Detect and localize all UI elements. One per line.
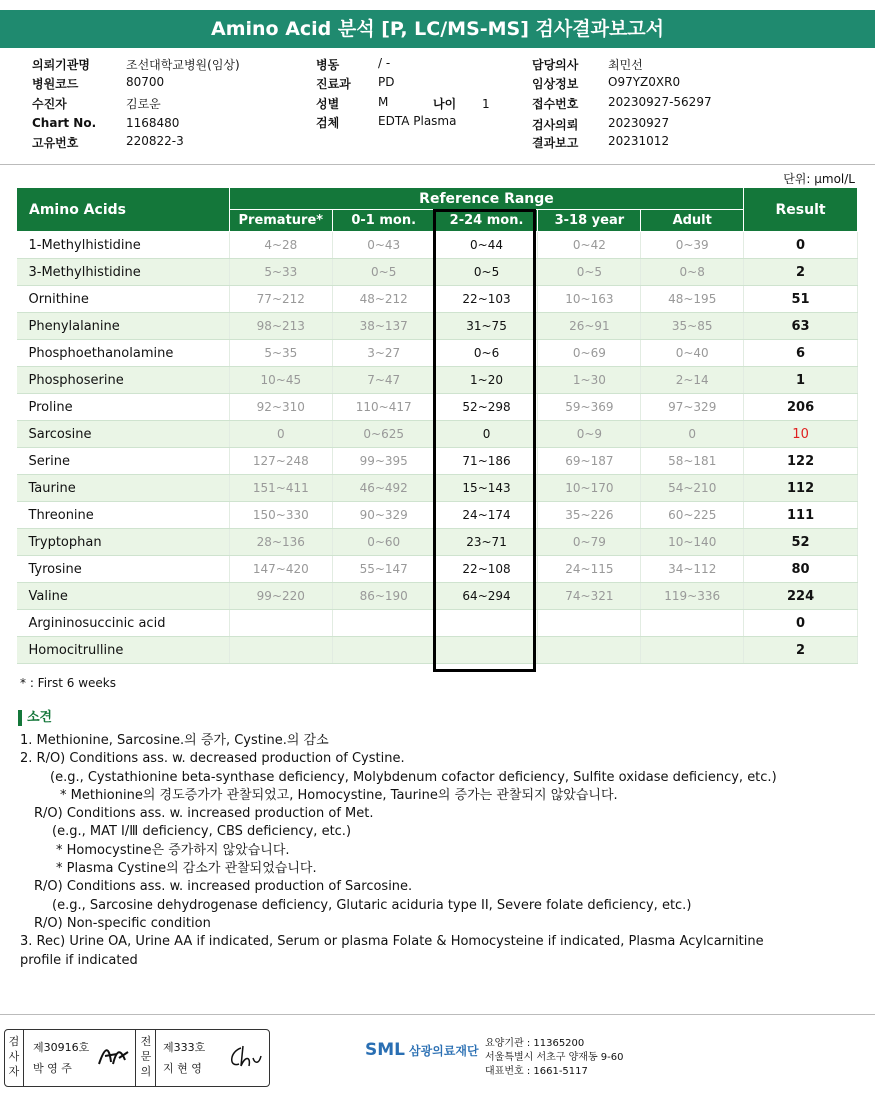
info-field — [532, 116, 670, 133]
finding-line: R/O) Non-specific condition — [34, 915, 211, 931]
finding-line: R/O) Conditions ass. w. increased production of Sarcosine. — [34, 879, 413, 895]
result-value: 112 — [744, 475, 858, 502]
reference-range-cell: 0~42 — [538, 232, 641, 259]
info-label: 임상정보 — [532, 77, 579, 91]
header-amino-acids: Amino Acids — [17, 188, 230, 232]
specialist-name: 지 현 영 — [163, 1062, 202, 1075]
amino-acid-name: Argininosuccinic acid — [17, 610, 230, 637]
reference-range-cell: 48~212 — [332, 286, 435, 313]
reference-range-cell: 119~336 — [641, 583, 744, 610]
reference-range-cell: 110~417 — [332, 394, 435, 421]
subheader-cell: 3-18 year — [538, 210, 641, 232]
subheader-cell: Premature* — [229, 210, 332, 232]
info-field — [32, 75, 165, 92]
info-field — [32, 116, 180, 130]
reference-range-cell: 92~310 — [229, 394, 332, 421]
reference-range-cell: 46~492 — [332, 475, 435, 502]
amino-acid-name: 3-Methylhistidine — [17, 259, 230, 286]
reference-range-cell: 28~136 — [229, 529, 332, 556]
reference-range-cell — [229, 610, 332, 637]
info-value: 김로운 — [126, 97, 161, 111]
info-field — [316, 56, 391, 73]
finding-line: 1. Methionine, Sarcosine.의 증가, Cystine.의 감소 — [20, 733, 329, 748]
reference-range-cell: 38~137 — [332, 313, 435, 340]
info-label: 검사의뢰 — [532, 118, 579, 132]
table-row — [17, 610, 858, 637]
reference-range-cell: 0~8 — [641, 259, 744, 286]
tester-license: 제30916호 — [33, 1041, 90, 1054]
table-row — [17, 475, 858, 502]
subheader-cell: 2-24 mon. — [435, 210, 538, 232]
specialist-label: 전 문 의 — [140, 1035, 152, 1078]
amino-acid-name: Phosphoethanolamine — [17, 340, 230, 367]
table-row — [17, 529, 858, 556]
reference-range-cell: 48~195 — [641, 286, 744, 313]
reference-range-cell: 54~210 — [641, 475, 744, 502]
tester-signature-icon — [95, 1042, 131, 1070]
reference-range-cell: 26~91 — [538, 313, 641, 340]
table-row — [17, 340, 858, 367]
reference-range-cell — [641, 610, 744, 637]
table-row — [17, 232, 858, 259]
reference-range-cell: 58~181 — [641, 448, 744, 475]
info-value: PD — [378, 75, 395, 89]
amino-acid-name: Taurine — [17, 475, 230, 502]
reference-range-cell: 77~212 — [229, 286, 332, 313]
info-label: Chart No. — [32, 116, 97, 130]
amino-acid-name: Sarcosine — [17, 421, 230, 448]
reference-range-cell: 0~5 — [538, 259, 641, 286]
reference-range-cell: 90~329 — [332, 502, 435, 529]
reference-range-cell — [332, 610, 435, 637]
age-field: 나이 1 — [433, 97, 490, 111]
reference-range-cell: 24~174 — [435, 502, 538, 529]
info-value: 80700 — [126, 75, 165, 89]
result-value: 0 — [744, 610, 858, 637]
reference-range-cell: 59~369 — [538, 394, 641, 421]
reference-range-cell: 71~186 — [435, 448, 538, 475]
reference-range-cell: 22~103 — [435, 286, 538, 313]
finding-line: (e.g., Sarcosine dehydrogenase deficiency, Glutaric aciduria type II, Severe folate deficiency, etc.) — [52, 897, 692, 913]
result-value: 51 — [744, 286, 858, 313]
reference-range-cell: 10~163 — [538, 286, 641, 313]
findings-title: 소견 — [18, 706, 52, 726]
unit-label: 단위: μmol/L — [783, 172, 855, 186]
reference-range-cell: 55~147 — [332, 556, 435, 583]
patient-info — [0, 56, 875, 156]
tester-label: 검 사 자 — [8, 1035, 20, 1078]
info-label: 검체 — [316, 116, 340, 130]
divider — [0, 1014, 875, 1015]
reference-range-cell — [332, 637, 435, 664]
reference-range-cell: 1~20 — [435, 367, 538, 394]
result-value: 0 — [744, 232, 858, 259]
info-label: 수진자 — [32, 97, 67, 111]
reference-range-cell — [229, 637, 332, 664]
reference-range-cell: 1~30 — [538, 367, 641, 394]
table-row — [17, 502, 858, 529]
info-value: / - — [378, 56, 391, 70]
result-value: 63 — [744, 313, 858, 340]
reference-range-cell: 74~321 — [538, 583, 641, 610]
finding-line: (e.g., Cystathionine beta-synthase deficiency, Molybdenum cofactor deficiency, Sulfite oxidase deficiency, etc.) — [50, 769, 777, 785]
reference-range-cell: 147~420 — [229, 556, 332, 583]
report-title: Amino Acid 분석 [P, LC/MS-MS] 검사결과보고서 — [0, 10, 875, 48]
reference-range-cell: 2~14 — [641, 367, 744, 394]
info-field — [316, 95, 389, 112]
info-value: 20231012 — [608, 134, 670, 148]
finding-line: * Homocystine은 증가하지 않았습니다. — [56, 842, 290, 858]
reference-range-cell: 31~75 — [435, 313, 538, 340]
reference-range-cell: 151~411 — [229, 475, 332, 502]
reference-range-cell: 0~39 — [641, 232, 744, 259]
reference-range-cell: 0 — [435, 421, 538, 448]
reference-range-cell: 127~248 — [229, 448, 332, 475]
result-value: 2 — [744, 637, 858, 664]
table-row — [17, 421, 858, 448]
amino-acid-table — [16, 187, 858, 664]
table-row — [17, 286, 858, 313]
reference-range-cell: 15~143 — [435, 475, 538, 502]
reference-range-cell: 35~226 — [538, 502, 641, 529]
info-value: M — [378, 95, 389, 109]
reference-range-cell: 97~329 — [641, 394, 744, 421]
reference-range-cell: 7~47 — [332, 367, 435, 394]
reference-range-cell: 0~69 — [538, 340, 641, 367]
signature-stamp — [4, 1029, 270, 1087]
amino-acid-name: Serine — [17, 448, 230, 475]
header-result: Result — [744, 188, 858, 232]
info-field — [532, 134, 670, 151]
institution-info: 요양기관 : 11365200 서울특별시 서초구 양재동 9-60 대표번호 : 1661-5117 — [485, 1038, 624, 1077]
info-field — [532, 95, 712, 112]
reference-range-cell: 0~9 — [538, 421, 641, 448]
amino-acid-name: Valine — [17, 583, 230, 610]
info-label: 의뢰기관명 — [32, 58, 90, 72]
reference-range-cell: 0~79 — [538, 529, 641, 556]
divider — [155, 1030, 156, 1086]
info-field — [316, 114, 457, 131]
table-row — [17, 313, 858, 340]
reference-range-cell: 0~60 — [332, 529, 435, 556]
reference-range-cell: 10~45 — [229, 367, 332, 394]
info-label: 결과보고 — [532, 136, 579, 150]
table-row — [17, 394, 858, 421]
reference-range-cell: 5~35 — [229, 340, 332, 367]
amino-acid-name: Phosphoserine — [17, 367, 230, 394]
reference-range-cell: 23~71 — [435, 529, 538, 556]
reference-range-cell: 98~213 — [229, 313, 332, 340]
divider — [135, 1030, 136, 1086]
info-label: 접수번호 — [532, 97, 579, 111]
amino-acid-name: 1-Methylhistidine — [17, 232, 230, 259]
reference-range-cell: 0~43 — [332, 232, 435, 259]
info-value: O97YZ0XR0 — [608, 75, 681, 89]
info-value: 220822-3 — [126, 134, 184, 148]
reference-range-cell: 34~112 — [641, 556, 744, 583]
divider — [23, 1030, 24, 1086]
reference-range-cell: 52~298 — [435, 394, 538, 421]
specialist-signature-icon — [225, 1042, 263, 1072]
reference-range-cell — [538, 610, 641, 637]
reference-range-cell: 5~33 — [229, 259, 332, 286]
finding-line: R/O) Conditions ass. w. increased production of Met. — [34, 806, 374, 822]
header-reference-range: Reference Range — [229, 188, 743, 210]
result-value: 10 — [744, 421, 858, 448]
reference-range-cell — [435, 637, 538, 664]
info-value: 조선대학교병원(임상) — [126, 58, 240, 72]
divider — [0, 164, 875, 165]
finding-line: 2. R/O) Conditions ass. w. decreased production of Cystine. — [20, 751, 405, 767]
finding-line: profile if indicated — [20, 952, 138, 968]
reference-range-cell: 0 — [229, 421, 332, 448]
amino-acid-name: Ornithine — [17, 286, 230, 313]
reference-range-cell: 0~44 — [435, 232, 538, 259]
table-row — [17, 367, 858, 394]
info-field — [32, 56, 240, 73]
info-value: 최민선 — [608, 58, 643, 72]
reference-range-cell: 0 — [641, 421, 744, 448]
reference-range-cell: 99~220 — [229, 583, 332, 610]
info-value: 1168480 — [126, 116, 180, 130]
reference-range-cell: 60~225 — [641, 502, 744, 529]
info-label: 병동 — [316, 58, 340, 72]
info-field — [32, 95, 161, 112]
result-value: 111 — [744, 502, 858, 529]
info-label: 담당의사 — [532, 58, 579, 72]
amino-acid-name: Proline — [17, 394, 230, 421]
reference-range-cell: 69~187 — [538, 448, 641, 475]
info-value: 20230927 — [608, 116, 670, 130]
info-field — [316, 75, 395, 92]
reference-range-cell: 86~190 — [332, 583, 435, 610]
reference-range-cell: 0~625 — [332, 421, 435, 448]
result-value: 1 — [744, 367, 858, 394]
reference-range-cell — [435, 610, 538, 637]
reference-range-cell: 10~140 — [641, 529, 744, 556]
reference-range-cell: 3~27 — [332, 340, 435, 367]
company-logo: SML 삼광의료재단 — [365, 1040, 479, 1060]
reference-range-cell: 0~40 — [641, 340, 744, 367]
finding-line: 3. Rec) Urine OA, Urine AA if indicated, Serum or plasma Folate & Homocysteine if indicated, Plasma Acylcarnitine — [20, 934, 764, 950]
info-label: 성별 — [316, 97, 340, 111]
subheader-cell: Adult — [641, 210, 744, 232]
section-marker — [18, 710, 22, 726]
info-label: 진료과 — [316, 77, 351, 91]
subheader-cell: 0-1 mon. — [332, 210, 435, 232]
table-row — [17, 259, 858, 286]
amino-acid-name: Homocitrulline — [17, 637, 230, 664]
reference-range-cell: 35~85 — [641, 313, 744, 340]
reference-range-cell: 150~330 — [229, 502, 332, 529]
info-label: 고유번호 — [32, 136, 79, 150]
reference-range-cell: 99~395 — [332, 448, 435, 475]
reference-range-cell: 64~294 — [435, 583, 538, 610]
table-row — [17, 556, 858, 583]
info-field — [32, 134, 184, 151]
result-value: 206 — [744, 394, 858, 421]
finding-line: * Plasma Cystine의 감소가 관찰되었습니다. — [56, 861, 317, 877]
reference-range-cell — [538, 637, 641, 664]
table-row — [17, 637, 858, 664]
result-value: 52 — [744, 529, 858, 556]
amino-acid-name: Tyrosine — [17, 556, 230, 583]
amino-acid-name: Phenylalanine — [17, 313, 230, 340]
amino-acid-name: Tryptophan — [17, 529, 230, 556]
info-value: EDTA Plasma — [378, 114, 457, 128]
result-value: 122 — [744, 448, 858, 475]
reference-range-cell: 4~28 — [229, 232, 332, 259]
finding-line: (e.g., MAT Ⅰ/Ⅲ deficiency, CBS deficiency, etc.) — [52, 824, 352, 840]
reference-range-cell: 10~170 — [538, 475, 641, 502]
result-value: 224 — [744, 583, 858, 610]
reference-range-cell: 0~5 — [332, 259, 435, 286]
result-value: 2 — [744, 259, 858, 286]
specialist-license: 제333호 — [163, 1041, 206, 1054]
footnote: * : First 6 weeks — [20, 676, 116, 690]
reference-range-cell: 24~115 — [538, 556, 641, 583]
reference-range-cell: 0~5 — [435, 259, 538, 286]
info-label: 병원코드 — [32, 77, 79, 91]
table-row — [17, 583, 858, 610]
reference-range-cell: 0~6 — [435, 340, 538, 367]
info-field — [532, 75, 681, 92]
tester-name: 박 영 주 — [33, 1062, 72, 1075]
info-field — [532, 56, 643, 73]
reference-range-cell: 22~108 — [435, 556, 538, 583]
findings-text — [20, 732, 860, 970]
result-value: 80 — [744, 556, 858, 583]
info-value: 20230927-56297 — [608, 95, 712, 109]
result-value: 6 — [744, 340, 858, 367]
amino-acid-name: Threonine — [17, 502, 230, 529]
finding-line: * Methionine의 경도증가가 관찰되었고, Homocystine, Taurine의 증가는 관찰되지 않았습니다. — [60, 787, 618, 803]
table-row — [17, 448, 858, 475]
reference-range-cell — [641, 637, 744, 664]
